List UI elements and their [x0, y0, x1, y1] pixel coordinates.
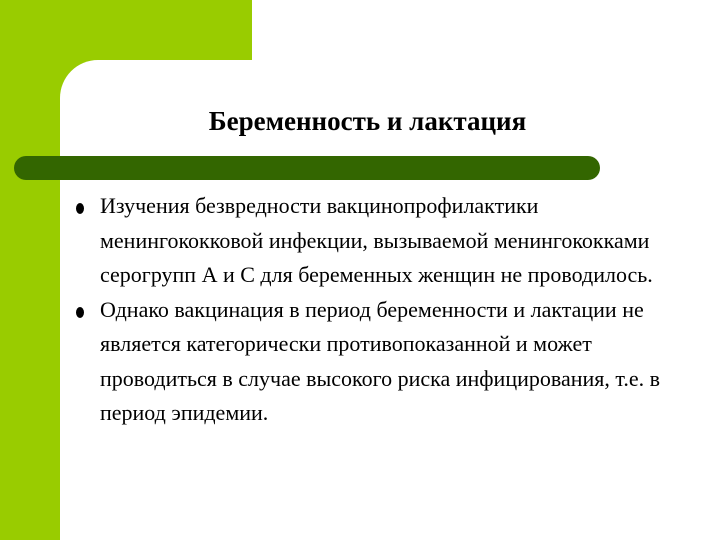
slide-title: Беременность и лактация: [208, 106, 527, 136]
bullet-list: [72, 189, 662, 431]
bullet-dot-icon: [76, 307, 84, 318]
bullet-dot-icon: [76, 203, 84, 214]
bullet-text-2: Однако вакцинация в период беременности и лактации не является категорически противопоказанной и может проводиться в случае высокого риска инфицирования, т.е. в период эпидемии.: [100, 296, 661, 425]
bullet-item-1: [72, 189, 662, 293]
bullet-item-2: [72, 293, 662, 431]
title-divider: [14, 156, 600, 180]
bullet-text-1: Изучения безвредности вакцинопрофилактики менингококковой инфекции, вызываемой менингококками серогрупп А и С для беременных женщин не проводилось.: [100, 193, 653, 287]
